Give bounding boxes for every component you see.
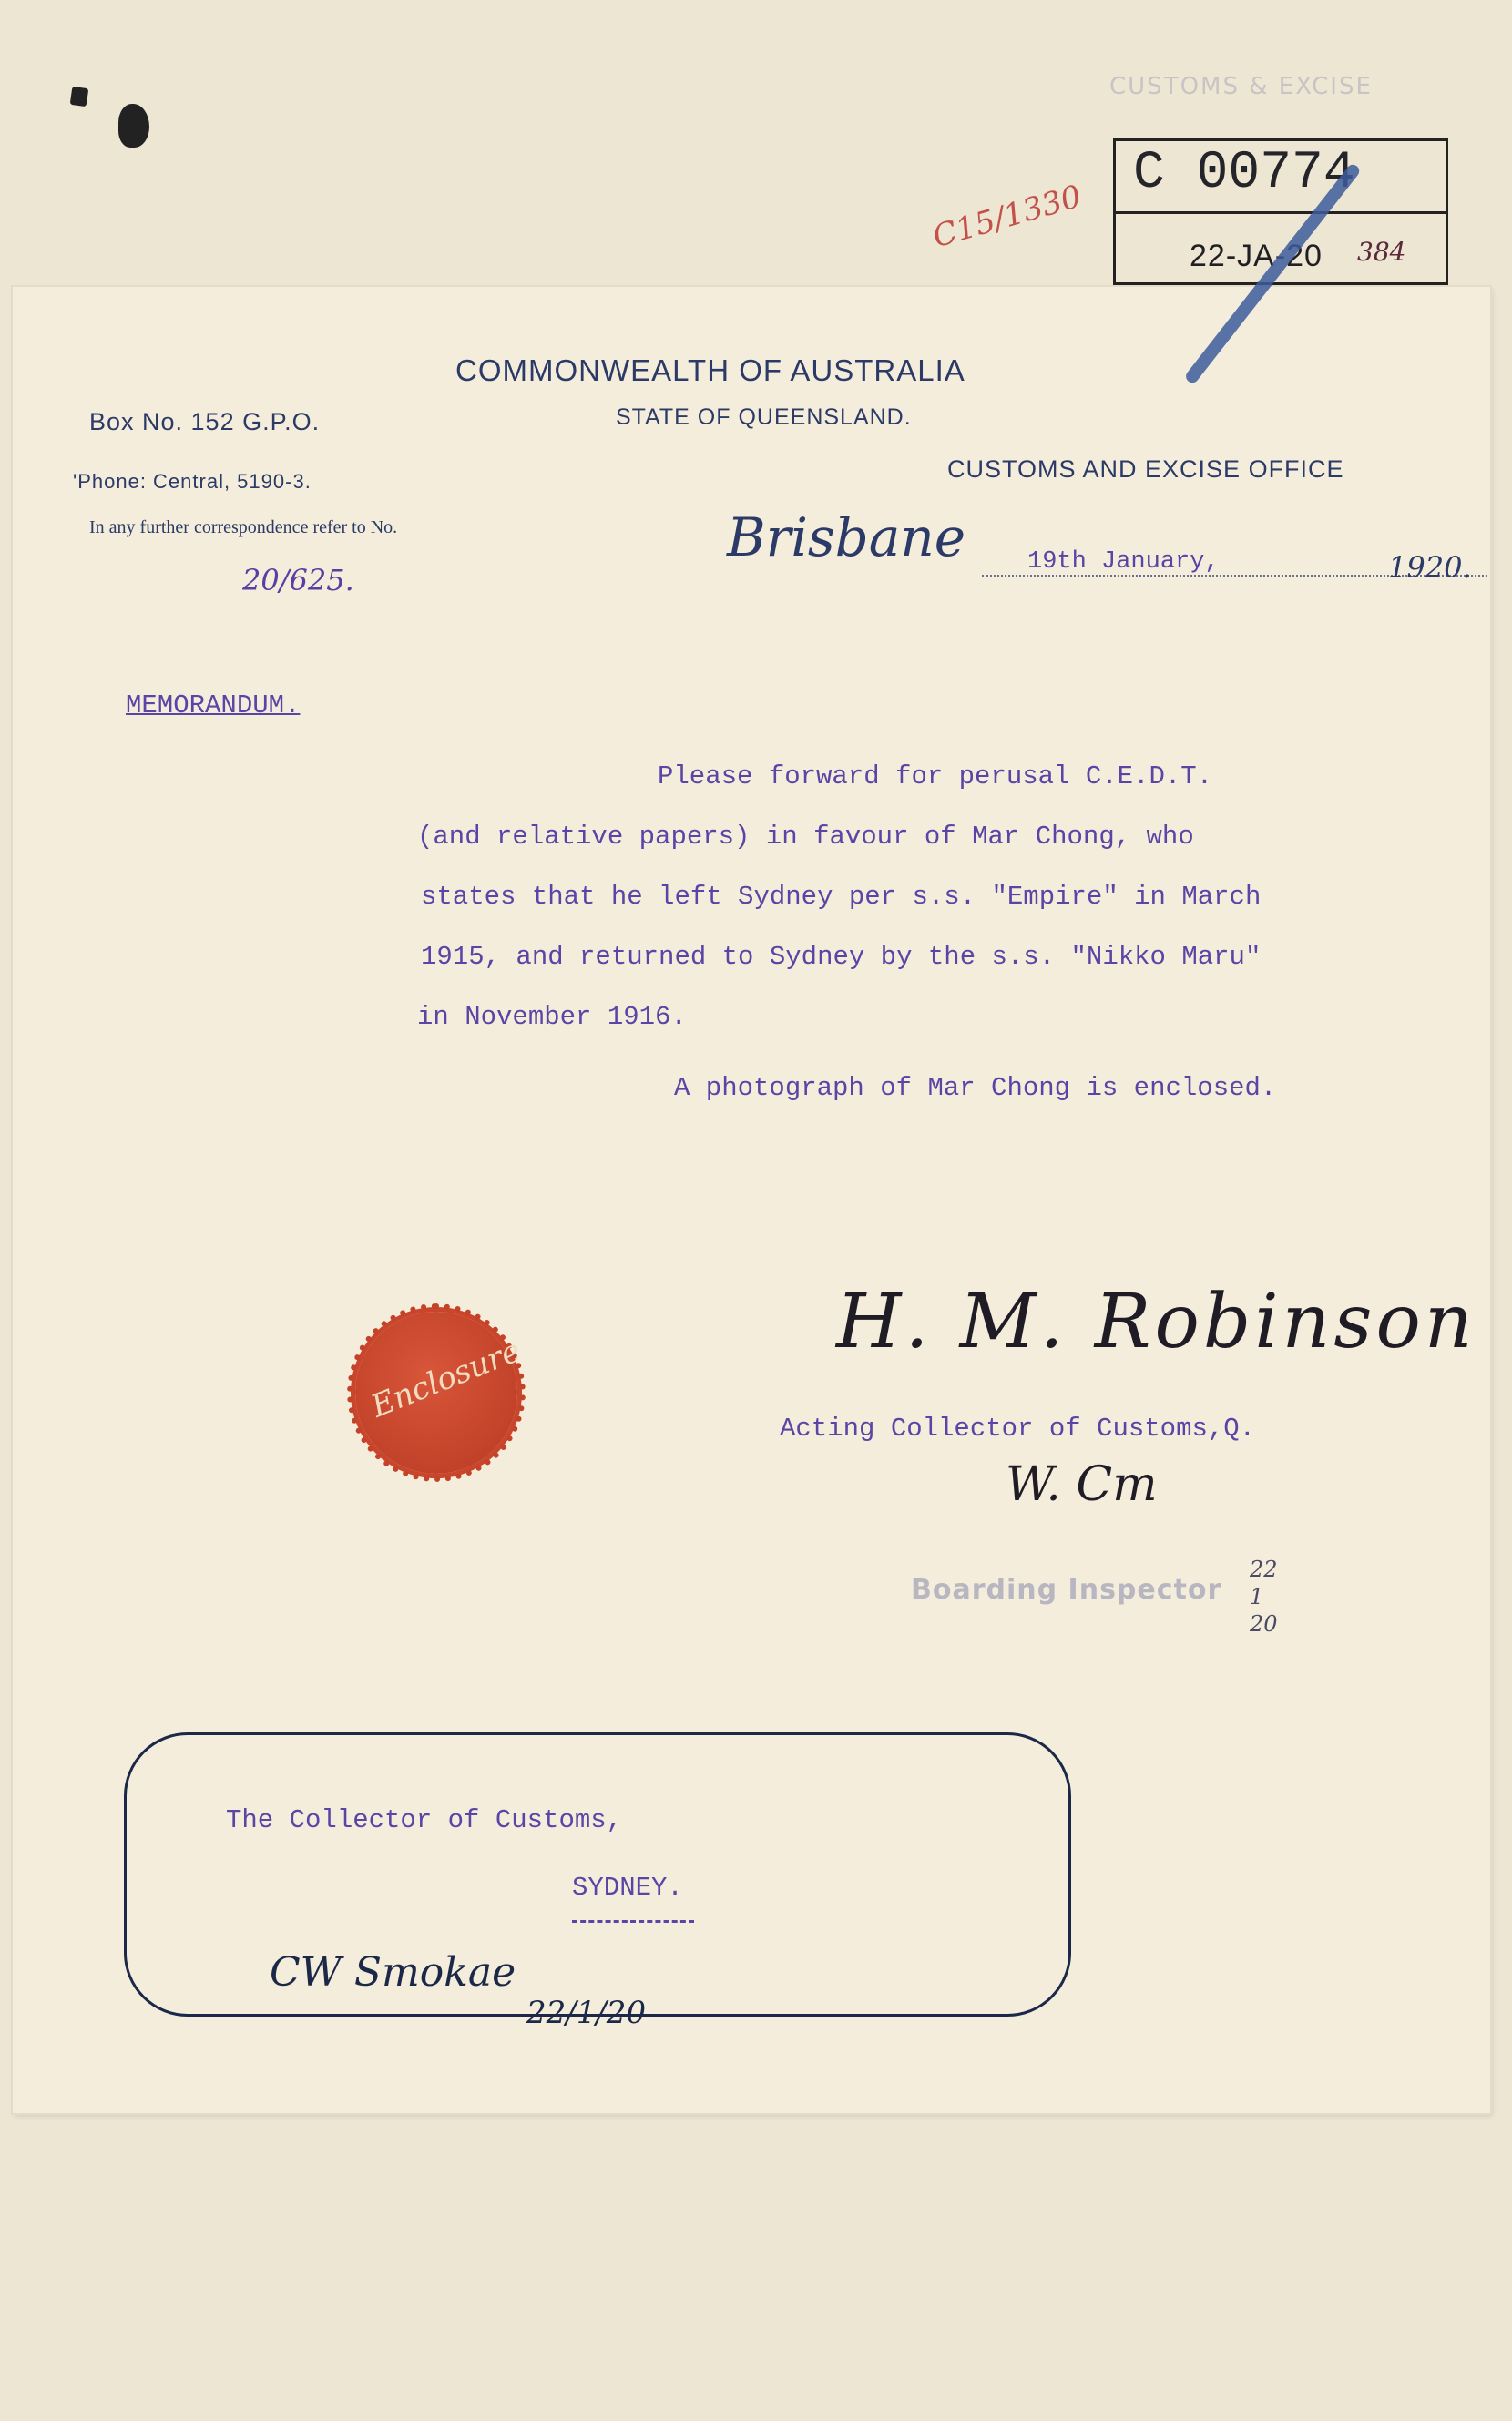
boarding-inspector-stamp: Boarding Inspector <box>911 1574 1222 1606</box>
boarding-stamp-date: 22 1 20 <box>1250 1557 1278 1637</box>
red-reference-number: C15/1330 <box>928 178 1086 256</box>
date-day-month: 19th January, <box>1027 548 1220 576</box>
letterhead-state: STATE OF QUEENSLAND. <box>616 404 912 430</box>
memo-heading: MEMORANDUM. <box>126 690 301 720</box>
signature-handwritten: H. M. Robinson <box>836 1279 1476 1365</box>
address-city: SYDNEY. <box>572 1873 683 1903</box>
memo-line: states that he left Sydney per s.s. "Empire" in March <box>421 882 1262 912</box>
receipt-stamp-date: 22-JA-20 <box>1190 239 1323 273</box>
memo-line: in November 1916. <box>417 1002 687 1032</box>
letterhead-box-number: Box No. 152 G.P.O. <box>89 408 321 435</box>
memo-line: A photograph of Mar Chong is enclosed. <box>674 1073 1277 1103</box>
ink-blot <box>118 104 149 148</box>
address-line: The Collector of Customs, <box>226 1805 623 1835</box>
address-handwritten-note: CW Smokae <box>270 1949 516 1996</box>
memo-line: Please forward for perusal C.E.D.T. <box>658 761 1213 792</box>
letterhead-refer-note: In any further correspondence refer to No. <box>89 517 398 537</box>
letterhead-title: COMMONWEALTH OF AUSTRALIA <box>455 353 965 387</box>
address-underline <box>572 1920 694 1923</box>
address-handwritten-date: 22/1/20 <box>526 1995 647 2031</box>
memo-line: 1915, and returned to Sydney by the s.s. "Nikko Maru" <box>421 942 1262 972</box>
letterhead-phone: 'Phone: Central, 5190-3. <box>73 470 312 493</box>
ink-blot <box>70 87 89 107</box>
letterhead-office: CUSTOMS AND EXCISE OFFICE <box>947 455 1344 483</box>
receipt-stamp-faded-header: CUSTOMS & EXCISE <box>1109 73 1373 100</box>
date-year: 1920. <box>1388 550 1472 585</box>
receipt-stamp-number: C 00774 <box>1133 144 1355 203</box>
date-place: Brisbane <box>727 506 966 568</box>
memo-line: (and relative papers) in favour of Mar Chong, who <box>417 822 1194 852</box>
signature-title: Acting Collector of Customs,Q. <box>780 1414 1256 1444</box>
initials-handwritten: W. Cm <box>1006 1457 1158 1512</box>
receipt-stamp-extra: 384 <box>1357 237 1406 267</box>
receipt-stamp-divider <box>1113 211 1446 214</box>
enclosure-seal-text: Enclosure <box>365 1332 526 1425</box>
reference-number: 20/625. <box>242 563 354 598</box>
enclosure-seal <box>355 1312 526 1474</box>
